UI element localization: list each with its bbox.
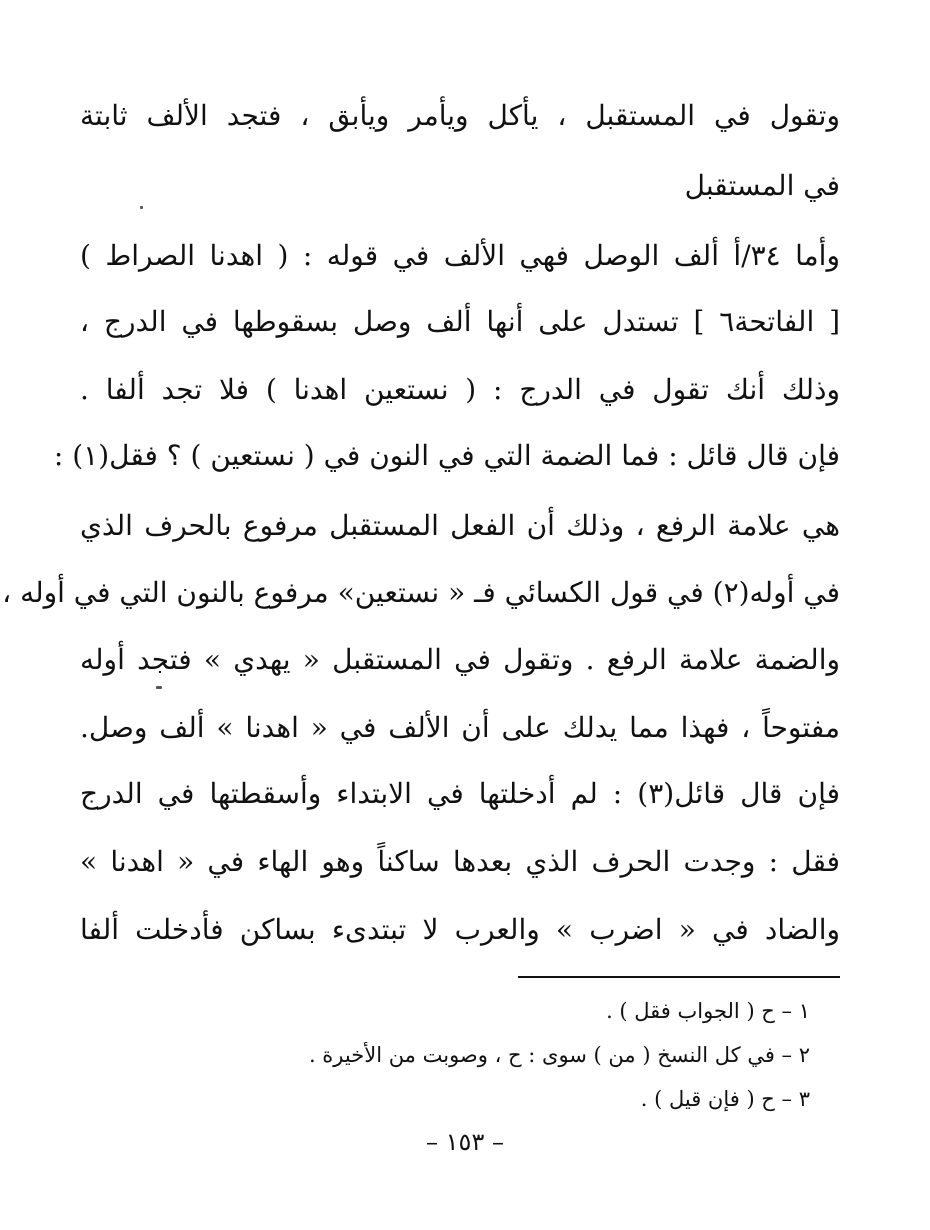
footnote-divider xyxy=(518,976,840,978)
body-line-3: وأما ٣٤/أ ألف الوصل فهي الألف في قوله : ( اهدنا الصراط ) xyxy=(80,239,840,272)
footnote-1: ١ – ح ( الجواب فقل ) . xyxy=(606,999,810,1023)
body-line-11: فإن قال قائل(٣) : لم أدخلتها في الابتداء وأسقطتها في الدرج xyxy=(80,777,840,810)
body-line-2: في المستقبل xyxy=(684,169,840,202)
body-line-1: وتقول في المستقبل ، يأكل ويأمر ويأبق ، فتجد الألف ثابتة xyxy=(80,99,840,132)
body-line-13: والضاد في « اضرب » والعرب لا تبتدىء بساكن فأدخلت ألفا xyxy=(80,913,840,946)
footnote-2: ٢ – في كل النسخ ( من ) سوى : ح ، وصوبت من الأخيرة . xyxy=(308,1043,810,1067)
body-line-8: في أوله(٢) في قول الكسائي فـ « نستعين» مرفوع بالنون التي في أوله ، xyxy=(2,576,840,609)
body-line-4: [ الفاتحة٦ ] تستدل على أنها ألف وصل بسقوطها في الدرج ، xyxy=(80,305,841,338)
body-line-10: مفتوحاً ، فهذا مما يدلك على أن الألف في « اهدنا » ألف وصل. xyxy=(80,711,840,744)
body-line-6: فإن قال قائل : فما الضمة التي في النون في ( نستعين ) ؟ فقل(١) : xyxy=(53,439,840,472)
body-line-9: والضمة علامة الرفع . وتقول في المستقبل « يهدي » فتجد أوله xyxy=(80,643,840,676)
body-line-7: هي علامة الرفع ، وذلك أن الفعل المستقبل مرفوع بالحرف الذي xyxy=(80,509,840,542)
scan-speck xyxy=(140,206,143,209)
body-line-5: وذلك أنك تقول في الدرج : ( نستعين اهدنا ) فلا تجد ألفا . xyxy=(80,373,840,406)
body-line-12: فقل : وجدت الحرف الذي بعدها ساكناً وهو الهاء في « اهدنا » xyxy=(80,845,840,878)
footnote-3: ٣ – ح ( فإن قيل ) . xyxy=(640,1087,810,1111)
scan-speck xyxy=(156,686,162,689)
page-number: – ١٥٣ – xyxy=(426,1128,504,1156)
